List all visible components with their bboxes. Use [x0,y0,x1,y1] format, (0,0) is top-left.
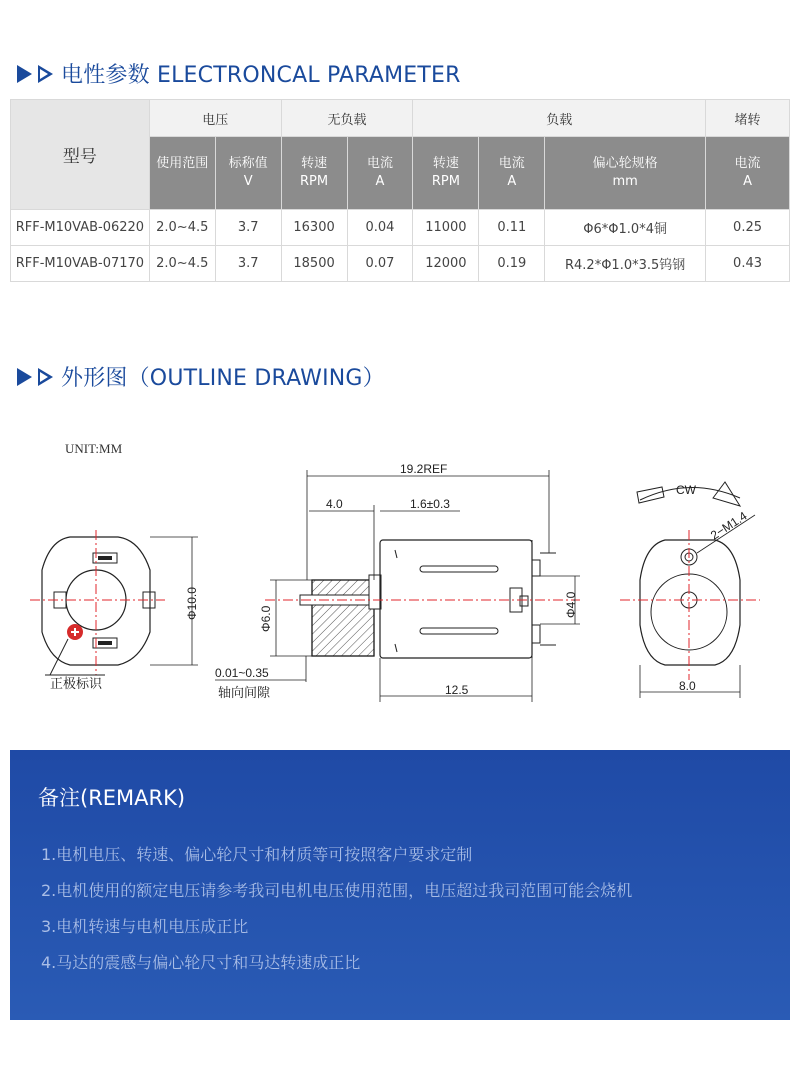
eccentric-header: 偏心轮规格 mm [545,137,706,210]
triangle-outline-icon [38,368,53,386]
gap-label: 轴向间隙 [218,685,271,700]
remark-item: 3.电机转速与电机电压成正比 [41,917,249,936]
dim-total-length: 19.2REF [400,462,448,476]
outline-drawing [0,420,800,720]
dim-len-16: 1.6±0.3 [410,497,450,511]
stall-group-header: 堵转 [706,100,790,137]
triangle-icon [17,65,32,83]
load-speed-header: 转速 RPM [413,137,479,210]
remark-title: 备注(REMARK) [38,786,186,810]
model-header: 型号 [11,100,150,210]
dim-len-4: 4.0 [326,497,343,511]
cw-label: CW [676,483,696,497]
voltage-group-header: 电压 [149,100,281,137]
triangle-icon [17,368,32,386]
no-load-speed-header: 转速 RPM [281,137,347,210]
dim-width-8: 8.0 [679,679,696,693]
polarity-label: 正极标识 [50,676,103,691]
dim-dia4: Φ4.0 [564,591,578,618]
end-view-right [620,482,760,698]
load-group-header: 负载 [413,100,706,137]
outline-section-title: 外形图（OUTLINE DRAWING） [17,361,385,392]
param-section-title: 电性参数 ELECTRONCAL PARAMETER [17,58,461,89]
table-row: RFF-M10VAB-06220 2.0~4.5 3.7 16300 0.04 11000 0.11 Φ6*Φ1.0*4铜 0.25 [11,210,790,246]
no-load-current-header: 电流 A [347,137,413,210]
remark-panel [10,750,790,1020]
load-current-header: 电流 A [479,137,545,210]
no-load-group-header: 无负载 [281,100,413,137]
remark-item: 1.电机电压、转速、偏心轮尺寸和材质等可按照客户要求定制 [41,845,473,864]
dim-gap: 0.01~0.35 [215,666,269,680]
dim-dia10: Φ10.0 [185,587,199,620]
rated-header: 标称值 V [215,137,281,210]
end-view-left [30,530,199,691]
triangle-outline-icon [38,65,53,83]
table-row: RFF-M10VAB-07170 2.0~4.5 3.7 18500 0.07 12000 0.19 R4.2*Φ1.0*3.5钨钢 0.43 [11,246,790,282]
side-view [215,462,580,702]
remark-item: 4.马达的震感与偏心轮尺寸和马达转速成正比 [41,953,361,972]
unit-label: UNIT:MM [65,441,123,456]
remark-item: 2.电机使用的额定电压请参考我司电机电压使用范围，电压超过我司范围可能会烧机 [41,881,633,900]
parameter-table [10,99,790,282]
dim-len-125: 12.5 [445,683,469,697]
stall-current-header: 电流 A [706,137,790,210]
dim-dia6: Φ6.0 [259,605,273,632]
screw-label: 2−M1.4 [708,508,750,543]
range-header: 使用范围 [149,137,215,210]
